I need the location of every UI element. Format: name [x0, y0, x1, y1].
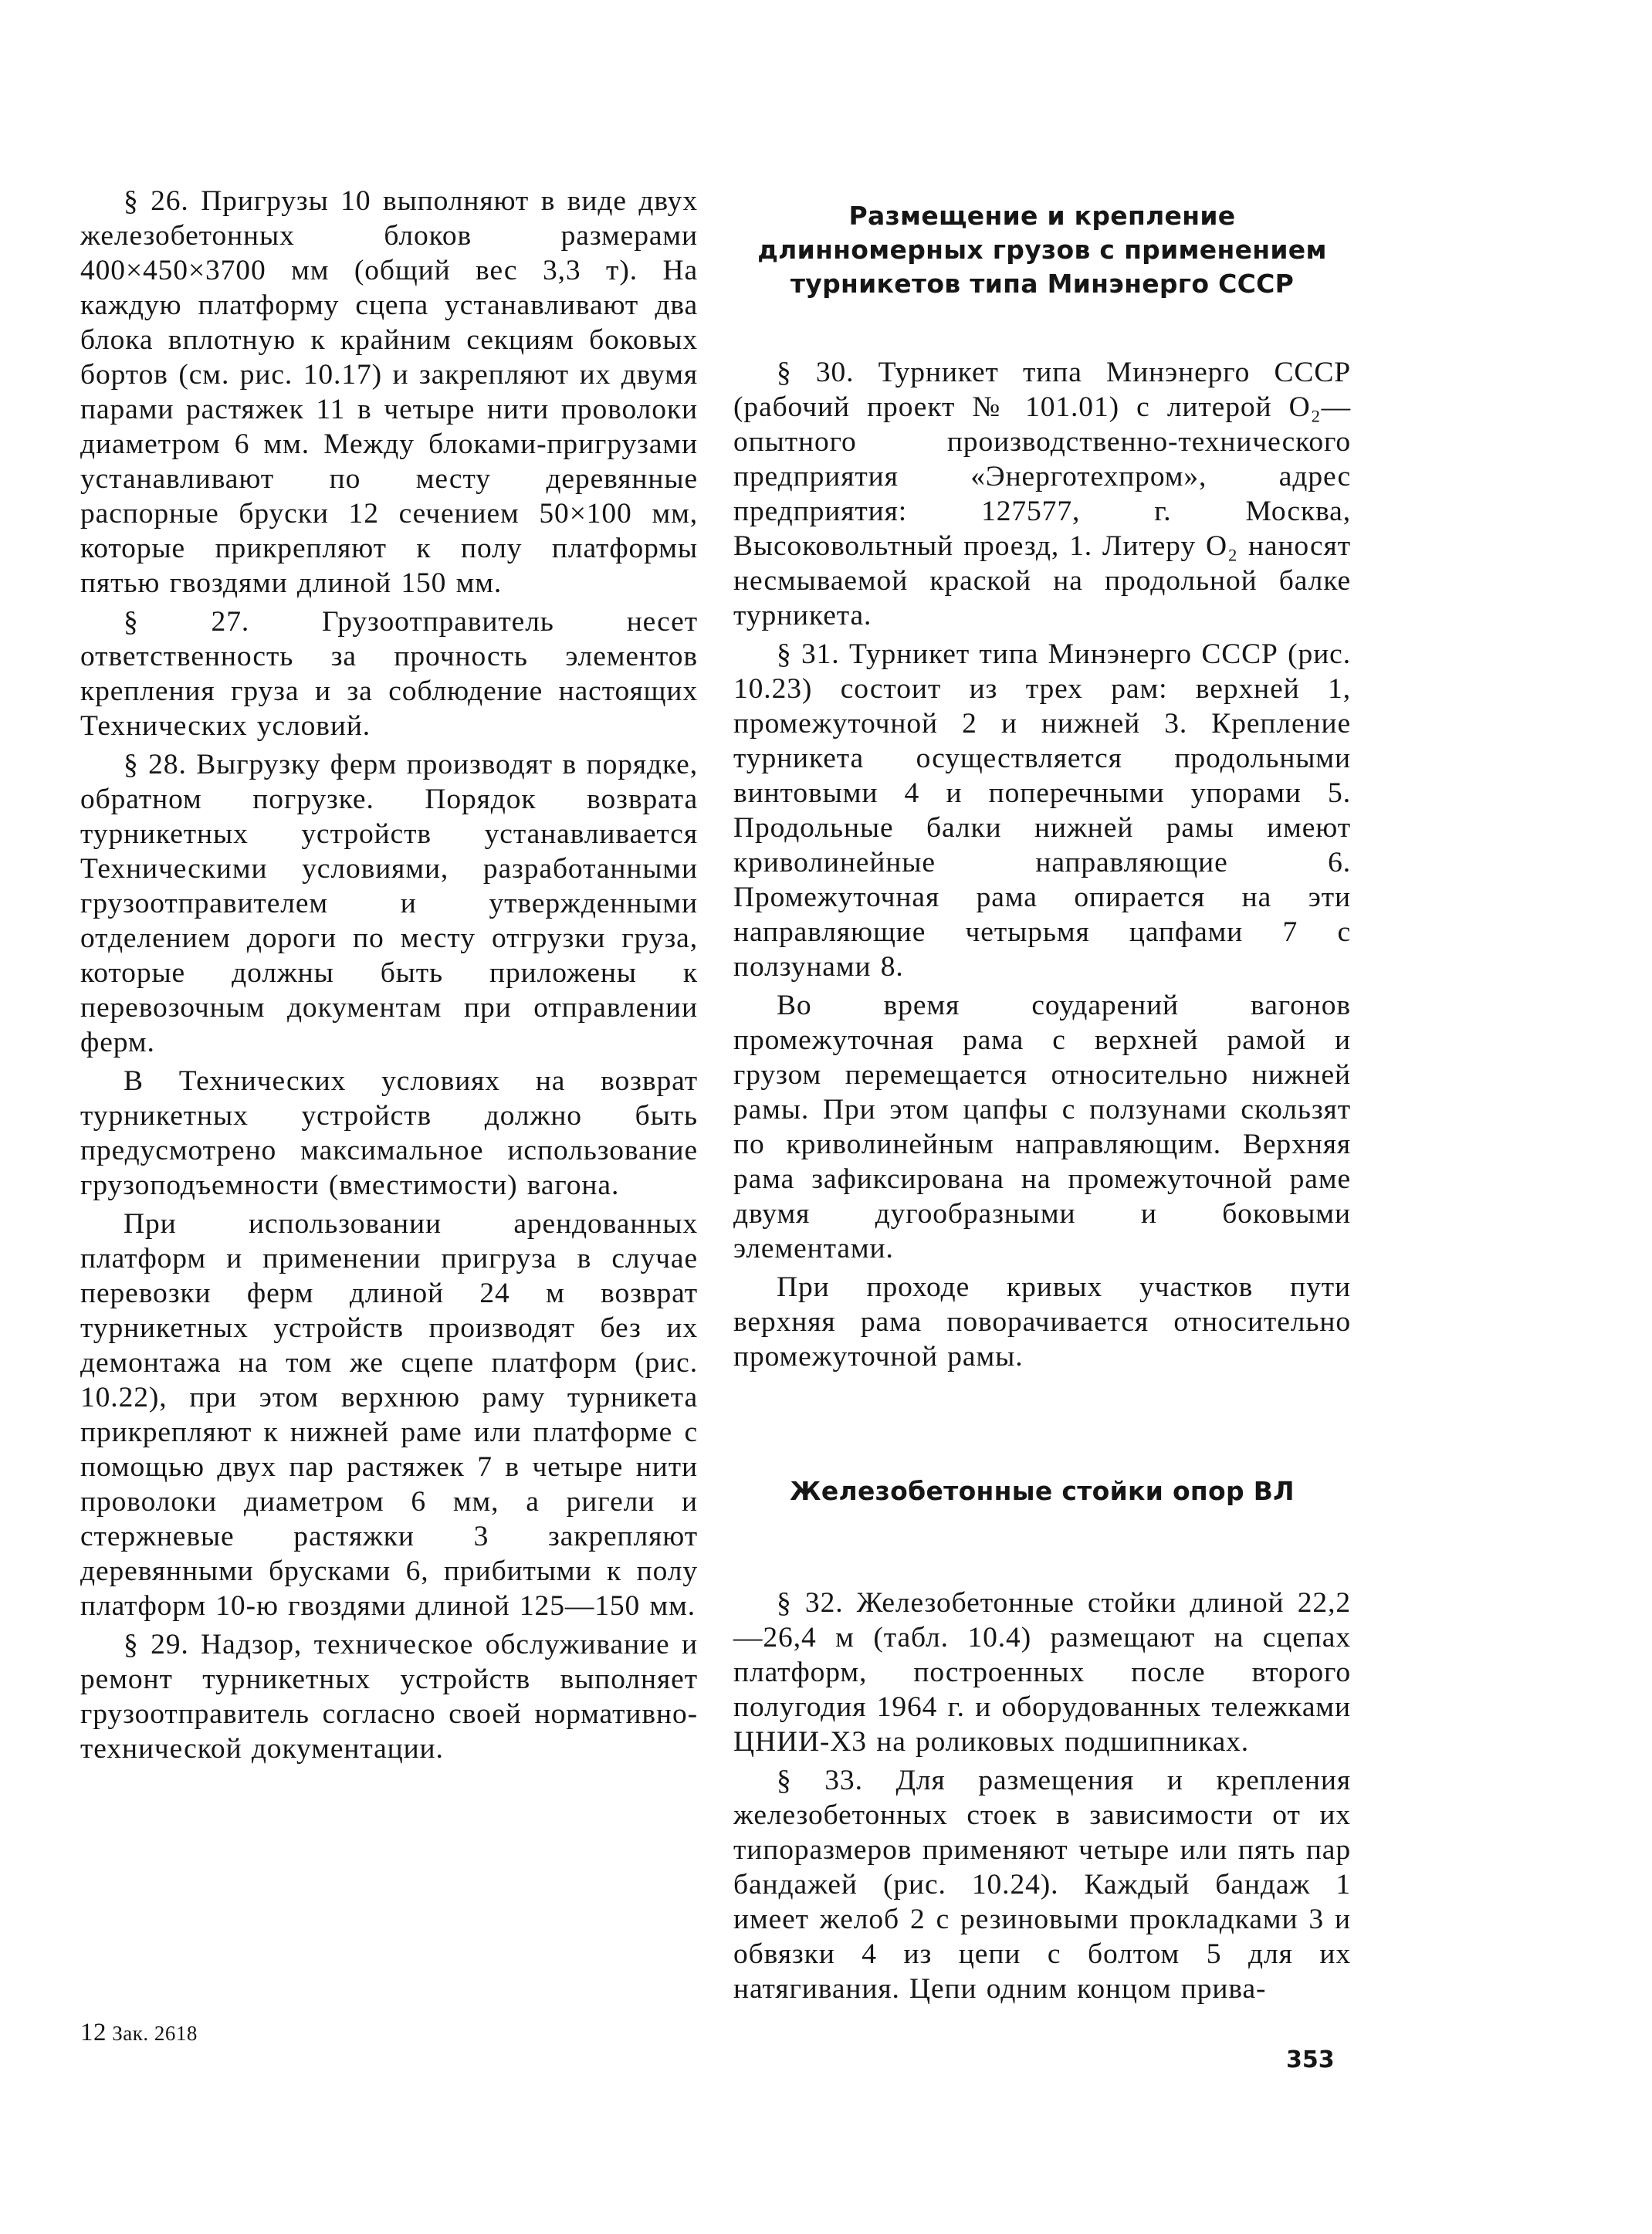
paragraph-collisions: Во время соударений вагонов промежуточная рама с верхней рамой и грузом перемещается относительно нижней рамы. При этом цапфы с ползунами скользят по криволинейным направляющим. Верхняя рама зафиксирована на промежуточной раме двумя дугообразными и боковыми элементами.: [733, 990, 1351, 1264]
paragraph-curves: При проходе кривых участков пути верхняя рама поворачивается относительно промежуточной рамы.: [733, 1271, 1351, 1373]
paragraph-32: § 32. Железобетонные стойки длиной 22,2—26,4 м (табл. 10.4) размещают на сцепах платформ, построенных после второго полугодия 1964 г. и оборудованных тележками ЦНИИ-Х3 на роликовых подшипниках.: [733, 1587, 1351, 1758]
page-number: 353: [1286, 2046, 1335, 2073]
paragraph-31: § 31. Турникет типа Минэнерго СССР (рис. 10.23) состоит из трех рам: верхней 1, промежуточной 2 и нижней 3. Крепление турникета осуществляется продольными винтовыми 4 и поперечными упорами 5. Продольные балки нижней рамы имеют криволинейные направляющие 6. Промежуточная рама опирается на эти направляющие четырьмя цапфами 7 с ползунами 8.: [733, 638, 1351, 983]
signature-number: 12: [80, 2019, 107, 2046]
paragraph-28: § 28. Выгрузку ферм производят в порядке, обратном погрузке. Порядок возврата турникетных устройств устанавливается Техническими условиями, разработанными грузоотправителем и утвержденными отделением дороги по месту отгрузки груза, которые должны быть приложены к перевозочным документам при отправлении ферм.: [80, 749, 698, 1058]
paragraph-return-conditions: В Технических условиях на возврат турникетных устройств должно быть предусмотрено максимальное использование грузоподъемности (вместимости) вагона.: [80, 1065, 698, 1201]
paragraph-33: § 33. Для размещения и крепления железобетонных стоек в зависимости от их типоразмеров применяют четыре или пять пар бандажей (рис. 10.24). Каждый бандаж 1 имеет желоб 2 с резиновыми прокладками 3 и обвязки 4 из цепи с болтом 5 для их натягивания. Цепи одним концом прива-: [733, 1765, 1351, 2005]
order-label: Зак. 2618: [112, 2022, 198, 2045]
section-heading-concrete-poles: Железобетонные стойки опор ВЛ: [790, 1476, 1295, 1506]
section-heading-turnstiles: Размещение и крепление длинномерных грузов с применением турникетов типа Минэнерго СССР: [757, 201, 1327, 299]
paragraph-27: § 27. Грузоотправитель несет ответственность за прочность элементов крепления груза и за соблюдение настоящих Технических условий.: [80, 606, 698, 742]
paragraph-30: § 30. Турникет типа Минэнерго СССР (рабочий проект № 101.01) с литерой О₂—опытного производственно-технического предприятия «Энерготехпром», адрес предприятия: 127577, г. Москва, Высоковольтный проезд, 1. Литеру О₂ наносят несмываемой краской на продольной балке турникета.: [733, 357, 1351, 631]
signature-mark: [80, 2019, 198, 2047]
right-column: [733, 199, 1351, 2006]
paragraph-rented-platforms: При использовании арендованных платформ и применении пригруза в случае перевозки ферм длиной 24 м возврат турникетных устройств производят без их демонтажа на том же сцепе платформ (рис. 10.22), при этом верхнюю раму турникета прикрепляют к нижней раме или платформе с помощью двух пар растяжек 7 в четыре нити проволоки диаметром 6 мм, а ригели и стержневые растяжки 3 закрепляют деревянными брусками 6, прибитыми к полу платформ 10-ю гвоздями длиной 125—150 мм.: [80, 1208, 698, 1622]
paragraph-29: § 29. Надзор, техническое обслуживание и ремонт турникетных устройств выполняет грузоотправитель согласно своей нормативно-технической документации.: [80, 1629, 698, 1765]
left-column: [80, 184, 698, 1766]
paragraph-26: § 26. Пригрузы 10 выполняют в виде двух железобетонных блоков размерами 400×450×3700 мм (общий вес 3,3 т). На каждую платформу сцепа устанавливают два блока вплотную к крайним секциям боковых бортов (см. рис. 10.17) и закрепляют их двумя парами растяжек 11 в четыре нити проволоки диаметром 6 мм. Между блоками-пригрузами устанавливают по месту деревянные распорные бруски 12 сечением 50×100 мм, которые прикрепляют к полу платформы пятью гвоздями длиной 150 мм.: [80, 185, 698, 599]
